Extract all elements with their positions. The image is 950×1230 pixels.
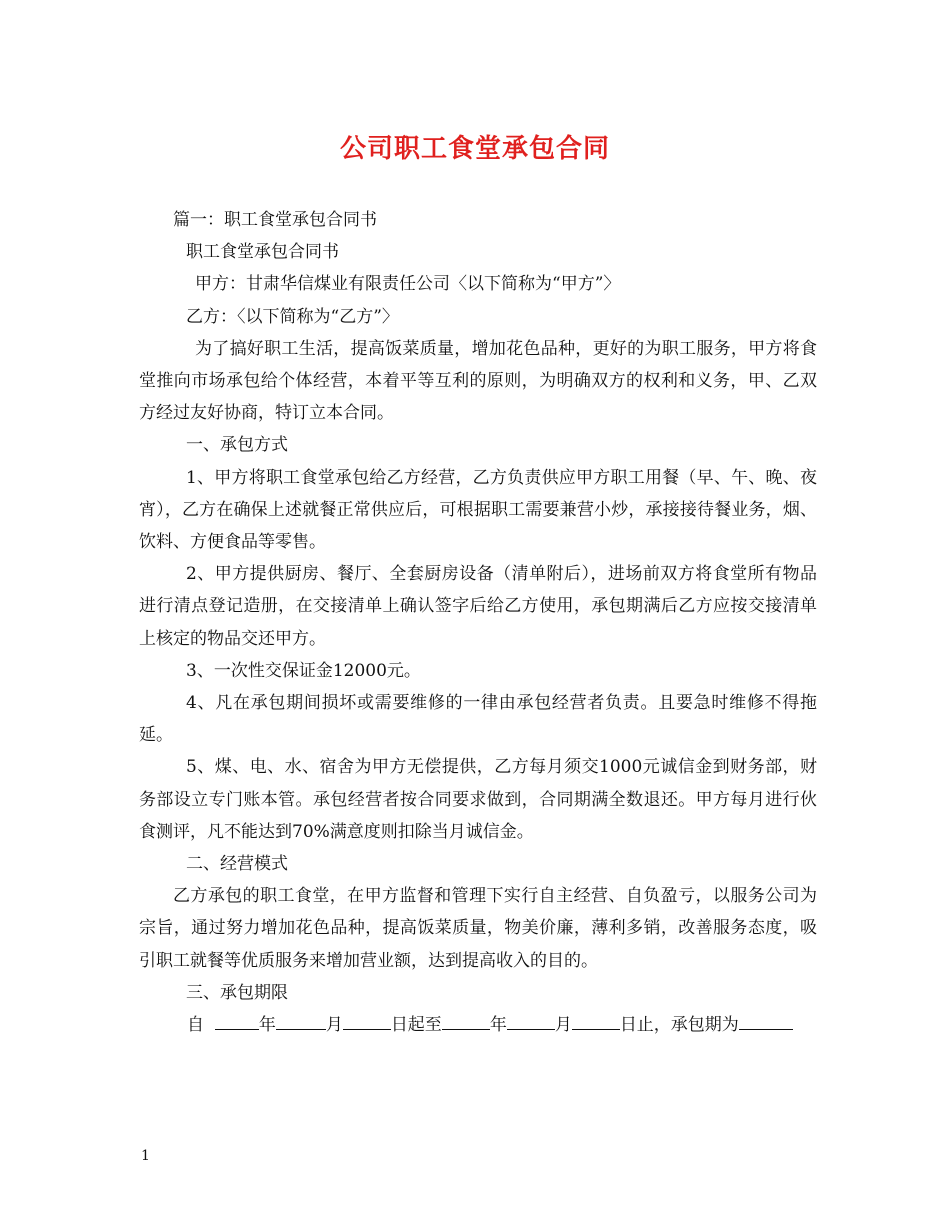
- blank-day-start[interactable]: [343, 1009, 391, 1030]
- page-number: 1: [141, 1148, 150, 1164]
- term-month-2: 月: [554, 1015, 572, 1036]
- term-day-2: 日止，承包期为: [619, 1015, 739, 1036]
- term-year-2: 年: [489, 1015, 507, 1036]
- document-body: [139, 204, 817, 1041]
- clause-heading-3: 三、承包期限: [186, 982, 288, 1003]
- clause-1-3: 3、一次性交保证金12000元。: [186, 660, 421, 681]
- clause-heading-1: 一、承包方式: [186, 435, 288, 456]
- party-b-line: 乙方：〈以下简称为“乙方”〉: [186, 306, 399, 327]
- term-day-1: 日起至: [390, 1015, 442, 1036]
- term-year-1: 年: [258, 1015, 276, 1036]
- section-heading: 篇一：职工食堂承包合同书: [173, 210, 377, 230]
- blank-year-end[interactable]: [442, 1009, 490, 1030]
- party-a-line: 甲方：甘肃华信煤业有限责任公司〈以下简称为“甲方”〉: [195, 274, 621, 295]
- preamble-paragraph: 为了搞好职工生活，提高饭菜质量，增加花色品种，更好的为职工服务，甲方将食堂推向市场承包给个体经营，本着平等互利的原则，为明确双方的权利和义务，甲、乙双方经过友好协商，特订立本合同。: [139, 338, 817, 424]
- term-prefix: 自: [187, 1015, 204, 1036]
- blank-day-end[interactable]: [572, 1009, 620, 1030]
- clause-1-2: 2、甲方提供厨房、餐厅、全套厨房设备（清单附后），进场前双方将食堂所有物品进行清点登记造册，在交接清单上确认签字后给乙方使用，承包期满后乙方应按交接清单上核定的物品交还甲方。: [139, 564, 817, 649]
- blank-month-start[interactable]: [276, 1009, 326, 1030]
- contract-heading: 职工食堂承包合同书: [186, 242, 339, 263]
- blank-term-length[interactable]: [739, 1009, 793, 1030]
- blank-year-start[interactable]: [215, 1009, 259, 1030]
- clause-2-body: 乙方承包的职工食堂，在甲方监督和管理下实行自主经营、自负盈亏，以服务公司为宗旨，通过努力增加花色品种，提高饭菜质量，物美价廉，薄利多销，改善服务态度，吸引职工就餐等优质服务来增加营业额，达到提高收入的目的。: [139, 886, 817, 971]
- document-title: 公司职工食堂承包合同: [339, 134, 610, 164]
- term-line: [139, 1009, 817, 1041]
- blank-month-end[interactable]: [507, 1009, 555, 1030]
- clause-1-1: 1、甲方将职工食堂承包给乙方经营，乙方负责供应甲方职工用餐（早、午、晚、夜宵），乙方在确保上述就餐正常供应后，可根据职工需要兼营小炒，承接接待餐业务，烟、饮料、方便食品等零售。: [139, 467, 817, 553]
- clause-heading-2: 二、经营模式: [186, 854, 288, 875]
- clause-1-5: 5、煤、电、水、宿舍为甲方无偿提供，乙方每月须交1000元诚信金到财务部，财务部设立专门账本管。承包经营者按合同要求做到，合同期满全数退还。甲方每月进行伙食测评，凡不能达到70%满意度则扣除当月诚信金。: [139, 757, 817, 842]
- clause-1-4: 4、凡在承包期间损坏或需要维修的一律由承包经营者负责。且要急时维修不得拖延。: [139, 693, 817, 746]
- term-month-1: 月: [325, 1015, 343, 1036]
